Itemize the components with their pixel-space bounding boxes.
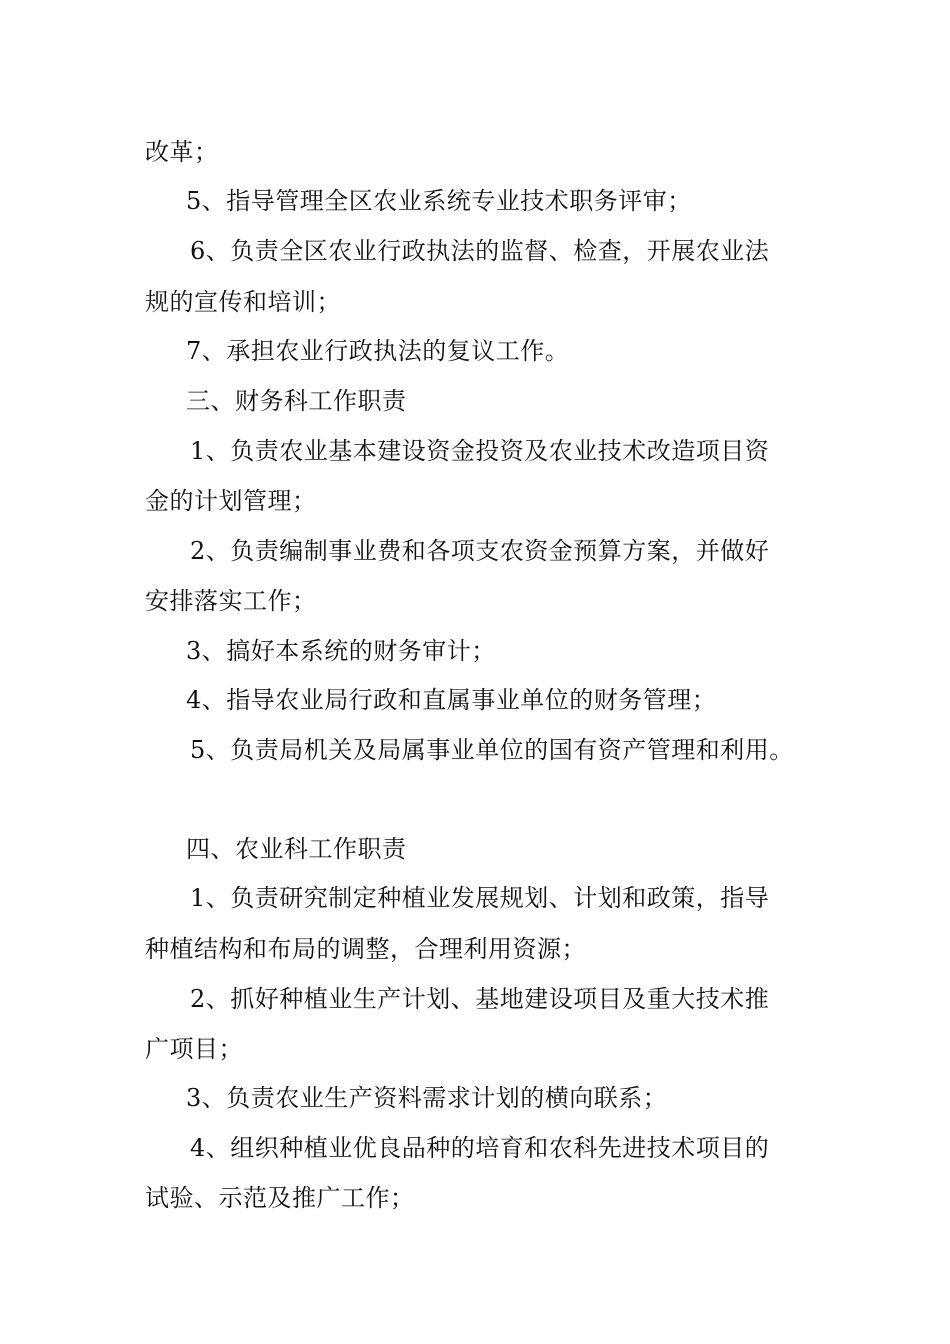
text-line: 金的计划管理；: [145, 487, 317, 515]
text-line: 3、负责农业生产资料需求计划的横向联系；: [186, 1084, 668, 1112]
text-line: 7、承担农业行政执法的复议工作。: [186, 337, 570, 365]
text-line: 5、负责局机关及局属事业单位的国有资产管理和利用。: [190, 736, 794, 764]
section-heading: 四、农业科工作职责: [186, 835, 407, 863]
text-line: 规的宣传和培训；: [145, 288, 341, 316]
text-line: 2、抓好种植业生产计划、基地建设项目及重大技术推: [190, 985, 770, 1013]
text-line: 5、指导管理全区农业系统专业技术职务评审；: [186, 187, 692, 215]
text-line: 4、指导农业局行政和直属事业单位的财务管理；: [186, 686, 717, 714]
text-line: 试验、示范及推广工作；: [145, 1184, 415, 1212]
section-heading: 三、财务科工作职责: [186, 387, 407, 415]
text-line: 4、组织种植业优良品种的培育和农科先进技术项目的: [190, 1134, 770, 1162]
text-line: 6、负责全区农业行政执法的监督、检查，开展农业法: [190, 237, 770, 265]
text-line: 3、搞好本系统的财务审计；: [186, 637, 496, 665]
text-line: 种植结构和布局的调整，合理利用资源；: [145, 935, 586, 963]
text-line: 安排落实工作；: [145, 587, 317, 615]
text-line: 广项目；: [145, 1035, 243, 1063]
text-line: 1、负责农业基本建设资金投资及农业技术改造项目资: [190, 437, 770, 465]
text-line: 2、负责编制事业费和各项支农资金预算方案，并做好: [190, 537, 770, 565]
text-line: 改革；: [145, 138, 219, 166]
text-line: 1、负责研究制定种植业发展规划、计划和政策，指导: [190, 884, 770, 912]
